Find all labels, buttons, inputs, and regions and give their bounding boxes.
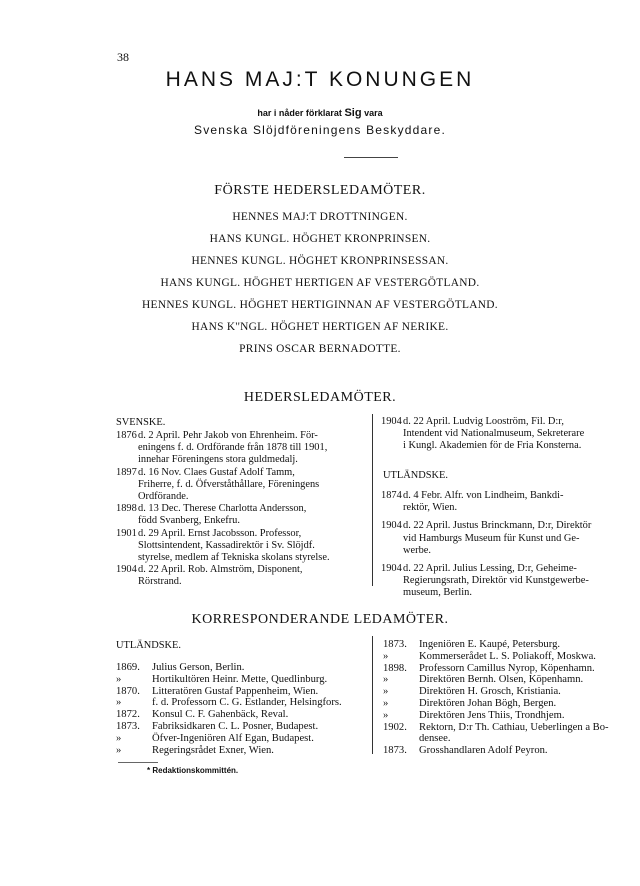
list-year: 1902. — [383, 721, 407, 733]
list-text: Direktören Bernh. Olsen, Köpenhamn. — [419, 674, 584, 686]
list-year: » — [383, 674, 389, 686]
list-year: » — [116, 673, 122, 685]
list-text: Direktören H. Grosch, Kristiania. — [419, 686, 561, 698]
korr-right-column — [383, 639, 609, 757]
list-year: » — [116, 697, 122, 709]
entry-line: d. 22 April. Justus Brinckmann, D:r, Direktör — [403, 520, 592, 532]
list-item — [383, 722, 609, 734]
royal-member: HENNES KUNGL. HÖGHET HERTIGINNAN AF VESTERGÖTLAND. — [142, 299, 498, 311]
list-item — [383, 686, 609, 698]
patron-line: Svenska Slöjdföreningens Beskyddare. — [194, 123, 446, 137]
entry-year: 1897 — [116, 466, 137, 478]
royal-member: PRINS OSCAR BERNADOTTE. — [239, 343, 401, 355]
utlandske-label: UTLÄNDSKE. — [383, 470, 448, 481]
list-text: Rektorn, D:r Th. Cathiau, Ueberlingen a Bo- — [419, 721, 609, 733]
heders-heading: HEDERSLEDAMÖTER. — [243, 390, 397, 405]
entry-year: 1904 — [381, 520, 402, 532]
list-item — [116, 697, 342, 709]
subtitle — [0, 107, 640, 119]
list-year: » — [383, 686, 389, 698]
korr-left-column — [116, 662, 342, 756]
member-entry — [383, 520, 627, 557]
royal-member: HENNES KUNGL. HÖGHET KRONPRINSESSAN. — [191, 255, 449, 267]
list-year: 1873. — [383, 639, 407, 650]
list-year: » — [383, 697, 389, 709]
subtitle-sig: Sig — [344, 107, 362, 119]
member-entry — [383, 416, 627, 453]
list-item — [383, 663, 609, 675]
entry-year: 1904 — [381, 416, 402, 427]
list-item — [116, 709, 342, 721]
list-item — [383, 651, 609, 663]
entry-line: werbe. — [403, 544, 431, 556]
entry-line: d. 22 April. Ludvig Looström, Fil. D:r, — [403, 416, 564, 427]
list-text: Professorn Camillus Nyrop, Köpenhamn. — [419, 662, 595, 674]
list-year: 1870. — [116, 685, 140, 697]
list-item — [383, 674, 609, 686]
list-text: Hortikultören Heinr. Mette, Quedlinburg. — [152, 673, 328, 685]
list-year: » — [116, 732, 122, 744]
list-item — [116, 686, 342, 698]
list-year: 1873. — [116, 720, 140, 732]
list-text: Ingeniören E. Kaupé, Petersburg. — [419, 639, 561, 650]
korr-column-divider — [372, 636, 373, 754]
entry-year: 1901 — [116, 527, 137, 539]
footnote-rule — [118, 762, 158, 763]
royal-member: HANS K''NGL. HÖGHET HERTIGEN AF NERIKE. — [191, 321, 449, 333]
list-item — [116, 674, 342, 686]
list-item — [116, 733, 342, 745]
entry-line: rektör, Wien. — [403, 502, 458, 514]
list-item — [116, 662, 342, 674]
list-year: » — [383, 650, 389, 662]
member-entry — [118, 564, 370, 588]
list-text: Regeringsrådet Exner, Wien. — [152, 744, 274, 756]
list-year: 1869. — [116, 662, 140, 673]
list-year: 1872. — [116, 709, 140, 721]
entry-year: 1904 — [116, 564, 137, 576]
list-text: Julius Gerson, Berlin. — [152, 662, 245, 673]
entry-line: vid Hamburgs Museum für Kunst und Ge- — [403, 532, 580, 544]
royal-member: HANS KUNGL. HÖGHET KRONPRINSEN. — [209, 233, 431, 245]
member-entry — [118, 467, 370, 504]
member-entry — [118, 528, 370, 565]
list-item — [383, 639, 609, 651]
list-text: Fabriksidkaren C. L. Posner, Budapest. — [152, 720, 319, 732]
entry-line: Regierungsrath, Direktör vid Kunstgewerbe- — [403, 575, 589, 587]
korr-utlandske-label: UTLÄNDSKE. — [116, 640, 181, 651]
entry-line: museum, Berlin. — [403, 587, 472, 599]
entry-line: d. 13 Dec. Therese Charlotta Andersson, — [138, 503, 307, 515]
list-year: 1873. — [383, 745, 407, 757]
entry-line: Rörstrand. — [138, 576, 182, 588]
entry-year: 1898 — [116, 503, 137, 515]
royal-member: HENNES MAJ:T DROTTNINGEN. — [232, 211, 408, 223]
entry-year: 1874 — [381, 490, 402, 501]
page-title: HANS MAJ:T KONUNGEN — [165, 68, 475, 91]
entry-line: innehar Föreningens stora guldmedalj. — [138, 454, 298, 466]
entry-line: d. 22 April. Rob. Almström, Disponent, — [138, 564, 303, 576]
divider — [344, 157, 398, 158]
heders-right-utlandske — [383, 490, 627, 606]
list-year: » — [116, 744, 122, 756]
entry-line: d. 29 April. Ernst Jacobsson. Professor, — [138, 527, 302, 539]
page-number: 38 — [117, 50, 129, 64]
entry-line: Slottsintendent, Kassadirektör i Sv. Slöjdf. — [138, 539, 315, 551]
entry-line: född Svanberg, Enkefru. — [138, 515, 240, 527]
member-entry — [383, 490, 627, 514]
entry-line: d. 16 Nov. Claes Gustaf Adolf Tamm, — [138, 466, 295, 478]
korr-heading: KORRESPONDERANDE LEDAMÖTER. — [191, 612, 449, 627]
member-entry — [118, 430, 370, 467]
list-item — [116, 721, 342, 733]
list-text: f. d. Professorn C. G. Estlander, Helsingfors. — [152, 697, 342, 709]
list-item — [383, 745, 609, 757]
column-divider — [372, 414, 373, 586]
list-text: Direktören Johan Bögh, Bergen. — [419, 697, 557, 709]
entry-line: Friherre, f. d. Öfverståthållare, Föreningens — [138, 478, 320, 490]
list-text: Litteratören Gustaf Pappenheim, Wien. — [152, 685, 319, 697]
entry-line: d. 2 April. Pehr Jakob von Ehrenheim. För- — [138, 430, 318, 441]
list-item — [383, 710, 609, 722]
list-text: Direktören Jens Thiis, Trondhjem. — [419, 709, 565, 721]
list-year: 1898. — [383, 662, 407, 674]
entry-line: d. 22 April. Julius Lessing, D:r, Geheime- — [403, 563, 577, 575]
list-item — [383, 698, 609, 710]
list-year: » — [383, 709, 389, 721]
member-entry — [118, 503, 370, 527]
subtitle-before: har i nåder förklarat — [257, 108, 342, 118]
list-item — [383, 733, 609, 745]
entry-line: i Kungl. Akademien för de Fria Konsterna. — [403, 440, 582, 452]
entry-line: eningens f. d. Ordförande från 1878 till 1901, — [138, 442, 328, 454]
list-text: Öfver-Ingeniören Alf Egan, Budapest. — [152, 732, 314, 744]
svenske-label: SVENSKE. — [116, 417, 166, 428]
footnote: * Redaktionskommittén. — [147, 766, 239, 775]
forste-heading: FÖRSTE HEDERSLEDAMÖTER. — [214, 183, 426, 198]
list-text: Konsul C. F. Gahenbäck, Reval. — [152, 709, 289, 721]
entry-line: d. 4 Febr. Alfr. von Lindheim, Bankdi- — [403, 490, 564, 501]
entry-line: Intendent vid Nationalmuseum, Sekreterare — [403, 428, 585, 440]
entry-year: 1904 — [381, 563, 402, 575]
heders-left-column — [118, 430, 370, 589]
list-text: Grosshandlaren Adolf Peyron. — [419, 745, 548, 757]
list-text: densee. — [419, 733, 451, 745]
list-item — [116, 745, 342, 757]
entry-line: Ordförande. — [138, 491, 189, 503]
royal-member: HANS KUNGL. HÖGHET HERTIGEN AF VESTERGÖTLAND. — [160, 277, 480, 289]
heders-right-svenske — [383, 416, 627, 453]
member-entry — [383, 563, 627, 600]
entry-year: 1876 — [116, 430, 137, 441]
subtitle-after: vara — [364, 108, 383, 118]
list-text: Kommerserådet L. S. Poliakoff, Moskwa. — [419, 650, 596, 662]
entry-line: styrelse, medlem af Tekniska skolans styrelse. — [138, 552, 330, 564]
